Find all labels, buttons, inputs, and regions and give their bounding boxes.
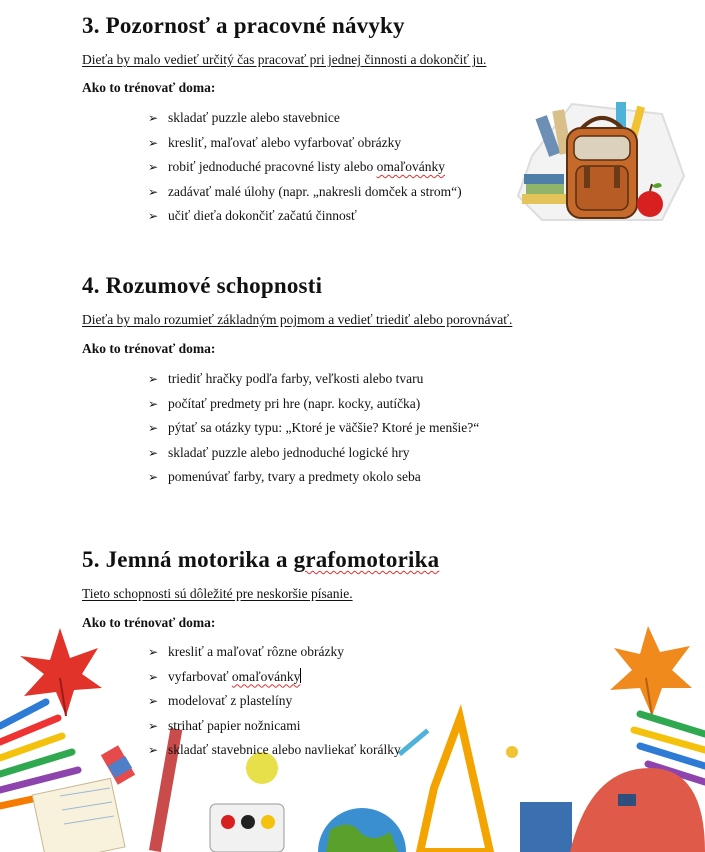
list-item: ➢ zadávať malé úlohy (napr. „nakresli domček a strom“): [148, 182, 462, 207]
list-item: ➢ pomenúvať farby, tvary a predmety okolo seba: [148, 467, 479, 492]
backpack-illustration: [512, 96, 692, 224]
list-item: ➢ skladať puzzle alebo jednoduché logické hry: [148, 443, 479, 468]
list-item: ➢ triediť hračky podľa farby, veľkosti alebo tvaru: [148, 369, 479, 394]
section-4: [82, 272, 682, 497]
section-5-list: [148, 642, 401, 765]
list-item: ➢ učiť dieťa dokončiť začatú činnosť: [148, 206, 462, 231]
list-item: ➢ skladať stavebnice alebo navliekať korálky: [148, 740, 401, 765]
section-4-howto: Ako to trénovať doma:: [82, 341, 216, 356]
section-5: [82, 546, 682, 776]
section-5-intro: Tieto schopnosti sú dôležité pre neskoršie písanie.: [82, 586, 353, 601]
list-item-text: robiť jednoduché pracovné listy alebo: [168, 159, 377, 174]
section-5-heading-text: 5. Jemná motorika a: [82, 547, 294, 572]
list-item: ➢ strihať papier nožnicami: [148, 716, 401, 741]
list-item: [148, 667, 401, 692]
section-4-heading: 4. Rozumové schopnosti: [82, 273, 323, 298]
section-5-howto: Ako to trénovať doma:: [82, 615, 216, 630]
section-3-intro: Dieťa by malo vedieť určitý čas pracovať pri jednej činnosti a dokončiť ju.: [82, 52, 487, 67]
list-item: [148, 157, 462, 182]
list-item: ➢ kresliť, maľovať alebo vyfarbovať obrázky: [148, 133, 462, 158]
list-item: ➢ kresliť a maľovať rôzne obrázky: [148, 642, 401, 667]
section-4-intro: Dieťa by malo rozumieť základným pojmom a vedieť triediť alebo porovnávať.: [82, 312, 513, 327]
spellcheck-flagged-word[interactable]: grafomotorika: [293, 547, 440, 572]
list-item: ➢ počítať predmety pri hre (napr. kocky, autíčka): [148, 394, 479, 419]
section-4-list: [148, 369, 479, 492]
section-3-list: [148, 108, 462, 231]
text-cursor: [300, 668, 301, 683]
list-item: ➢ modelovať z plastelíny: [148, 691, 401, 716]
section-5-heading: [82, 546, 682, 574]
spellcheck-flagged-word[interactable]: omaľovánky: [376, 159, 446, 174]
list-item: ➢ pýtať sa otázky typu: „Ktoré je väčšie? Ktoré je menšie?“: [148, 418, 479, 443]
list-item-text: vyfarbovať: [168, 668, 232, 684]
spellcheck-flagged-word[interactable]: omaľovánky: [231, 668, 301, 684]
section-3-howto: Ako to trénovať doma:: [82, 80, 216, 95]
list-item: ➢ skladať puzzle alebo stavebnice: [148, 108, 462, 133]
section-3-heading: 3. Pozornosť a pracovné návyky: [82, 13, 405, 38]
